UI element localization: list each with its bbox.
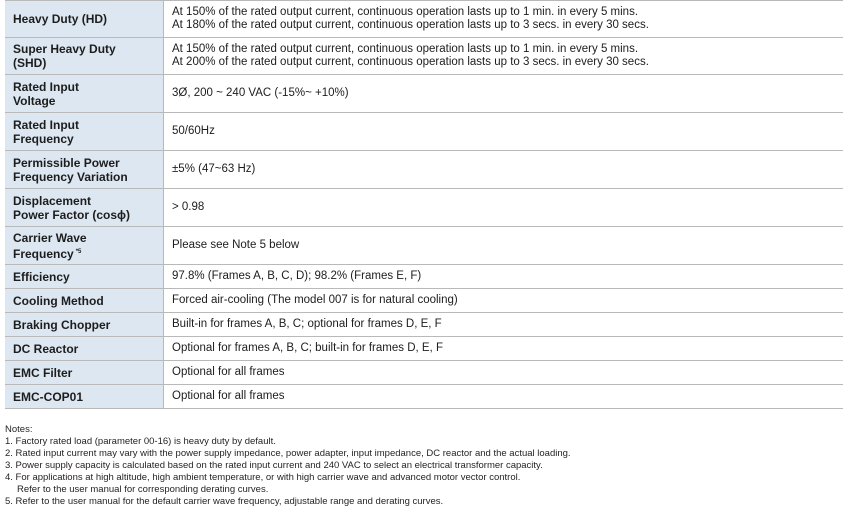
row-label: [5, 289, 164, 313]
label-line: Voltage: [13, 93, 56, 108]
table-row: [5, 385, 843, 409]
note-item: 1. Factory rated load (parameter 00-16) is heavy duty by default.: [5, 436, 276, 447]
value-line: Forced air-cooling (The model 007 is for natural cooling): [172, 293, 458, 306]
row-value: [164, 361, 844, 385]
row-value: [164, 265, 844, 289]
row-value: [164, 337, 844, 361]
value-line: 97.8% (Frames A, B, C, D); 98.2% (Frames E, F): [172, 269, 422, 282]
value-line: Optional for all frames: [172, 389, 285, 402]
notes-title: Notes:: [5, 424, 33, 435]
label-line: Frequency Variation: [13, 169, 128, 184]
value-line: 3Ø, 200 ~ 240 VAC (-15%~ +10%): [172, 86, 349, 99]
row-label: [5, 189, 164, 227]
value-line: Please see Note 5 below: [172, 238, 300, 251]
table-row: [5, 151, 843, 189]
value-line: At 150% of the rated output current, continuous operation lasts up to 1 min. in every 5 mins.: [172, 5, 639, 18]
table-row: [5, 361, 843, 385]
row-label: [5, 38, 164, 75]
row-value: [164, 385, 844, 409]
note-item: 4. For applications at high altitude, high ambient temperature, or with high carrier wave and advanced motor vector control.: [5, 472, 521, 483]
table-row: [5, 1, 843, 38]
label-line: EMC Filter: [13, 365, 73, 380]
row-value: [164, 75, 844, 113]
label-line: [13, 245, 163, 261]
table-row: [5, 38, 843, 75]
label-line: Frequency: [13, 131, 74, 146]
label-line: Heavy Duty (HD): [13, 12, 108, 26]
label-line: Displacement: [13, 193, 92, 208]
row-label: [5, 1, 164, 38]
footnote-marker: *5: [75, 248, 82, 255]
row-value: [164, 113, 844, 151]
value-line: Optional for all frames: [172, 365, 285, 378]
value-line: At 180% of the rated output current, continuous operation lasts up to 3 secs. in every 30 secs.: [172, 19, 649, 31]
row-label: [5, 385, 164, 409]
row-label: [5, 337, 164, 361]
label-line: Efficiency: [13, 269, 70, 284]
row-label: [5, 75, 164, 113]
row-label: [5, 113, 164, 151]
value-line: 50/60Hz: [172, 124, 215, 137]
value-line: Built-in for frames A, B, C; optional for frames D, E, F: [172, 317, 442, 330]
row-label: [5, 151, 164, 189]
value-line: ±5% (47~63 Hz): [172, 162, 256, 175]
label-line: Super Heavy Duty: [13, 42, 116, 56]
label-line: Rated Input: [13, 79, 79, 94]
label-line: (SHD): [13, 56, 47, 70]
note-item: 2. Rated input current may vary with the power supply impedance, power adapter, input impedance, DC reactor and the actual loading.: [5, 448, 571, 459]
row-label: [5, 361, 164, 385]
row-value: [164, 1, 844, 38]
value-line: > 0.98: [172, 200, 205, 213]
row-label: [5, 265, 164, 289]
label-line: Permissible Power: [13, 155, 120, 170]
row-value: [164, 313, 844, 337]
row-value: [164, 289, 844, 313]
label-line: DC Reactor: [13, 341, 79, 356]
row-value: [164, 227, 844, 265]
note-item: 3. Power supply capacity is calculated based on the rated input current and 240 VAC to select an electrical transformer capacity.: [5, 460, 543, 471]
label-line: Power Factor (cosϕ): [13, 207, 131, 222]
value-line: At 150% of the rated output current, continuous operation lasts up to 1 min. in every 5 mins.: [172, 42, 639, 55]
row-value: [164, 151, 844, 189]
table-row: [5, 265, 843, 289]
row-value: [164, 38, 844, 75]
note-item-continuation: Refer to the user manual for corresponding derating curves.: [17, 484, 269, 495]
note-item: 5. Refer to the user manual for the default carrier wave frequency, adjustable range and derating curves.: [5, 496, 444, 507]
table-row: [5, 189, 843, 227]
table-row: [5, 289, 843, 313]
label-line: Carrier Wave: [13, 230, 87, 245]
label-line: Rated Input: [13, 117, 79, 132]
label-text: Frequency: [13, 246, 74, 261]
table-row: [5, 75, 843, 113]
value-line: At 200% of the rated output current, continuous operation lasts up to 3 secs. in every 30 secs.: [172, 56, 649, 68]
table-row: [5, 313, 843, 337]
row-value: [164, 189, 844, 227]
notes-section: [5, 424, 571, 508]
row-label: [5, 227, 164, 265]
spec-table: [5, 0, 843, 409]
label-line: Cooling Method: [13, 293, 104, 308]
table-row: [5, 113, 843, 151]
table-row: [5, 337, 843, 361]
value-line: Optional for frames A, B, C; built-in for frames D, E, F: [172, 341, 443, 354]
table-row: [5, 227, 843, 265]
row-label: [5, 313, 164, 337]
label-line: Braking Chopper: [13, 317, 111, 332]
label-line: EMC-COP01: [13, 389, 84, 404]
